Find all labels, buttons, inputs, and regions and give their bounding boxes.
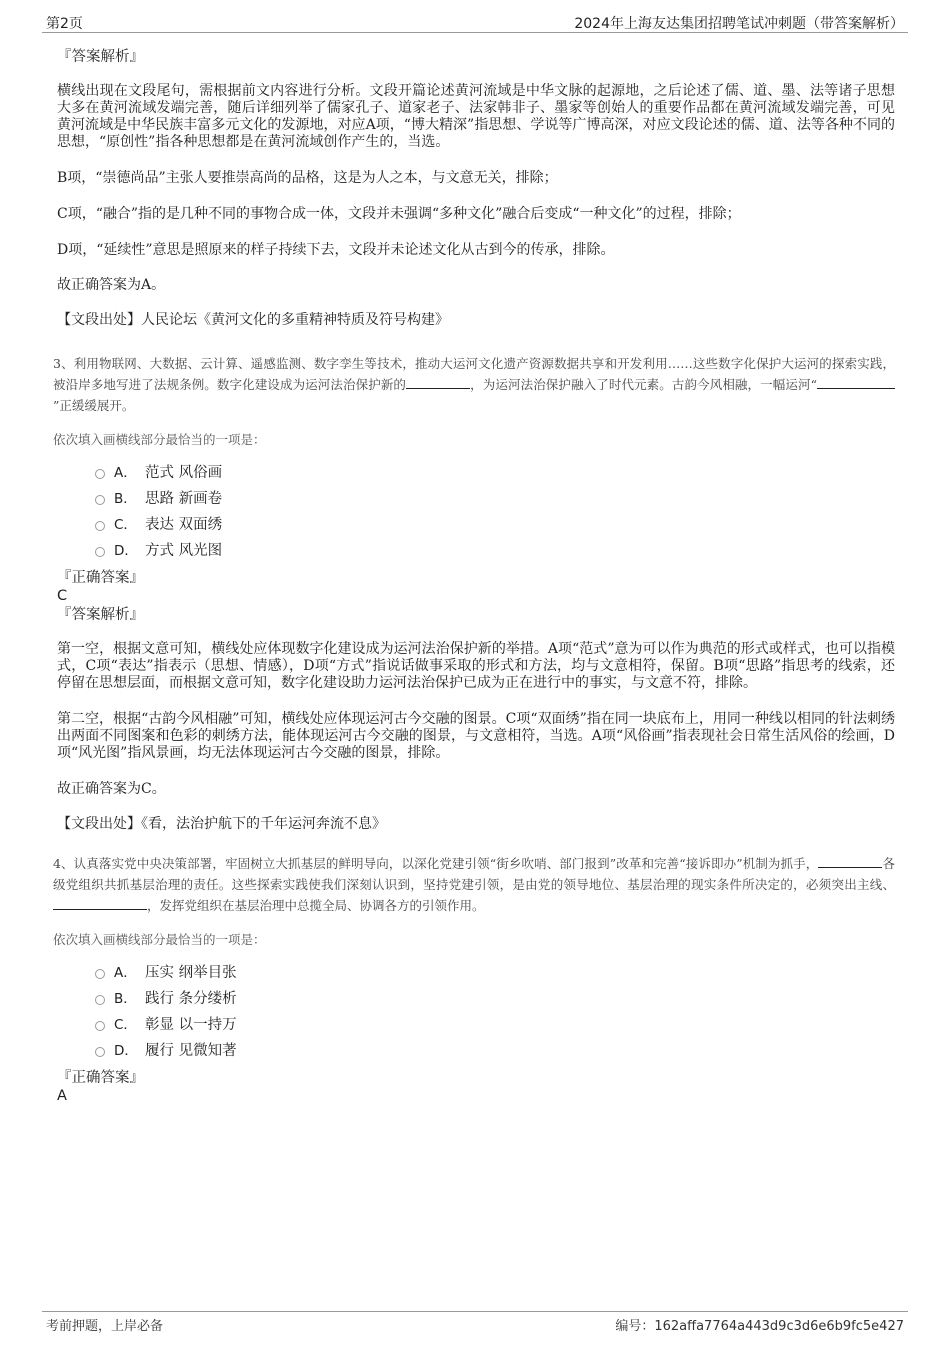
correct-answer: C (57, 588, 68, 604)
radio-button[interactable] (95, 969, 105, 979)
option-b[interactable]: B． 思路 新画卷 (57, 486, 895, 512)
option-d[interactable]: D． 方式 风光图 (57, 538, 895, 564)
radio-button[interactable] (95, 495, 105, 505)
question-prompt: 依次填入画横线部分最恰当的一项是： (53, 432, 266, 447)
option-d[interactable]: D． 履行 见微知著 (57, 1038, 895, 1064)
radio-button[interactable] (95, 521, 105, 531)
analysis-paragraph: C项，“融合”指的是几种不同的事物合成一体，文段并未强调“多种文化”融合后变成“一种文化”的过程，排除； (57, 206, 741, 222)
analysis-paragraph: B项，“崇德尚品”主张人要推崇高尚的品格，这是为人之本，与文意无关，排除； (57, 170, 558, 186)
analysis-paragraph: D项，“延续性”意思是照原来的样子持续下去，文段并未论述文化从古到今的传承，排除。 (57, 242, 615, 258)
option-list (57, 960, 895, 1064)
page-number: 第2页 (46, 16, 83, 32)
radio-button[interactable] (95, 1021, 105, 1031)
source-citation: 【文段出处】《看，法治护航下的千年运河奔流不息》 (57, 816, 386, 832)
correct-answer-statement: 故正确答案为C。 (57, 781, 166, 797)
option-a[interactable]: A． 范式 风俗画 (57, 460, 895, 486)
option-a[interactable]: A． 压实 纲举目张 (57, 960, 895, 986)
radio-button[interactable] (95, 547, 105, 557)
correct-answer-statement: 故正确答案为A。 (57, 277, 166, 293)
analysis-label: 『答案解析』 (57, 49, 144, 65)
correct-answer-label: 『正确答案』 (57, 1070, 144, 1086)
radio-button[interactable] (95, 995, 105, 1005)
correct-answer-label: 『正确答案』 (57, 570, 144, 586)
fill-blank (406, 375, 470, 389)
option-b[interactable]: B． 践行 条分缕析 (57, 986, 895, 1012)
radio-button[interactable] (95, 469, 105, 479)
radio-button[interactable] (95, 1047, 105, 1057)
page-content (53, 44, 895, 1104)
source-citation: 【文段出处】人民论坛《黄河文化的多重精神特质及符号构建》 (57, 312, 449, 328)
question-stem: 3、利用物联网、大数据、云计算、遥感监测、数字孪生等技术，推动大运河文化遗产资源数据共享和开发利用……这些数字化保护大运河的探索实践，被沿岸多地写进了法规条例。数字化建设成为运河法治保护新的 ，为运河法治保护融入了时代元素。古韵今风相融，一幅运河“”正缓缓展开。 (53, 356, 895, 413)
analysis-paragraph: 横线出现在文段尾句，需根据前文内容进行分析。文段开篇论述黄河流域是中华文脉的起源地，之后论述了儒、道、墨、法等诸子思想大多在黄河流域发端完善，随后详细列举了儒家孔子、道家老子、法家韩非子、墨家等创始人的重要作品都在黄河流域发端完善，可见黄河流域是中华民族丰富多元文化的发源地，对应A项，“博大精深”指思想、学说等广博高深，对应文段论述的儒、道、法等各种不同的思想，“原创性”指各种思想都是在黄河流域创作产生的，当选。 (57, 83, 895, 150)
fill-blank (53, 896, 147, 910)
page-footer (42, 1311, 908, 1334)
question-stem: 4、认真落实党中央决策部署，牢固树立大抓基层的鲜明导向，以深化党建引领“街乡吹哨、部门报到”改革和完善“接诉即办”机制为抓手， 各级党组织共抓基层治理的责任。这些探索实践使我们深刻认识到，坚持党建引领，是由党的领导地位、基层治理的现实条件所决定的，必须突出主线、，发挥党组织在基层治理中总揽全局、协调各方的引领作用。 (53, 856, 895, 913)
analysis-label: 『答案解析』 (57, 607, 144, 623)
document-title: 2024年上海友达集团招聘笔试冲刺题（带答案解析） (574, 16, 904, 32)
analysis-paragraph: 第一空，根据文意可知，横线处应体现数字化建设成为运河法治保护新的举措。A项“范式”意为可以作为典范的形式或样式，也可以指模式，C项“表达”指表示（思想、情感），D项“方式”指说话做事采取的形式和方法，均与文意相符，保留。B项“思路”指思考的线索，还停留在思想层面，而根据文意可知，数字化建设助力运河法治保护已成为正在进行中的事实，与文意不符，排除。 (57, 641, 895, 691)
option-list (57, 460, 895, 564)
fill-blank (818, 854, 882, 868)
document-code: 编号：162affa7764a443d9c3d6e6b9fc5e427 (615, 1319, 904, 1334)
footer-slogan: 考前押题，上岸必备 (46, 1319, 164, 1334)
correct-answer: A (57, 1088, 67, 1104)
fill-blank (817, 375, 895, 389)
page-header (42, 12, 908, 33)
option-c[interactable]: C． 表达 双面绣 (57, 512, 895, 538)
analysis-paragraph: 第二空，根据“古韵今风相融”可知，横线处应体现运河古今交融的图景。C项“双面绣”指在同一块底布上，用同一种线以相同的针法刺绣出两面不同图案和色彩的刺绣方法，能体现运河古今交融的图景，与文意相符，当选。A项“风俗画”指表现社会日常生活风俗的绘画，D项“风光图”指风景画，均无法体现运河古今交融的图景，排除。 (57, 711, 895, 761)
question-prompt: 依次填入画横线部分最恰当的一项是： (53, 932, 266, 947)
option-c[interactable]: C． 彰显 以一持万 (57, 1012, 895, 1038)
